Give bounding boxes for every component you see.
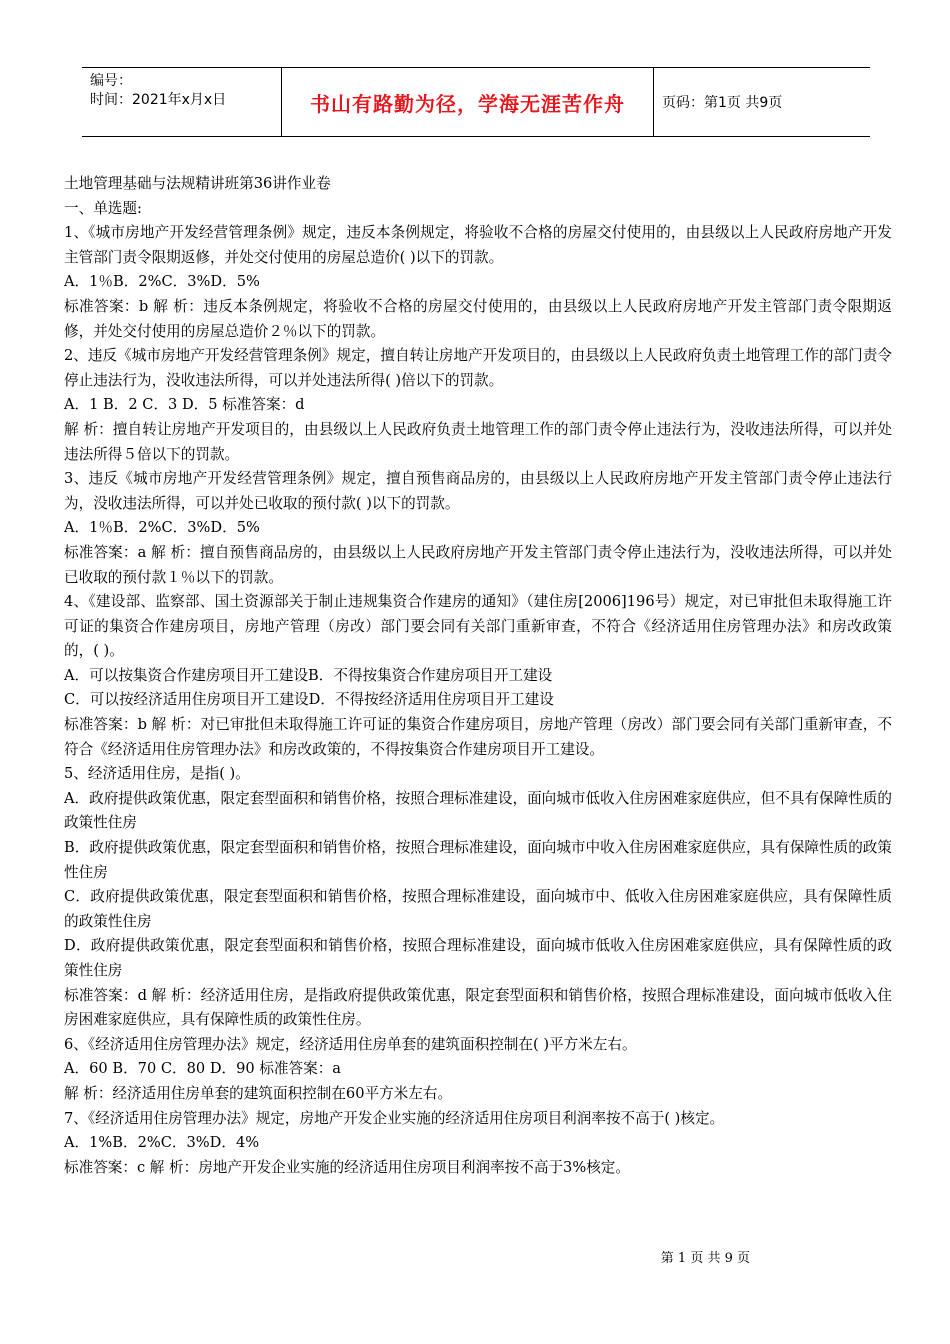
question-2-options: A．1 B．2 C．3 D．5 标准答案：d	[64, 396, 305, 414]
question-6-analysis: 解 析：经济适用住房单套的建筑面积控制在60平方米左右。	[64, 1084, 453, 1102]
question-1-options: A．1％B．2%C．3%D．5%	[64, 273, 260, 291]
question-2-analysis: 解 析：擅自转让房地产开发项目的，由县级以上人民政府负责土地管理工作的部门责令停止违法行为，没收违法所得，可以并处违法所得５倍以下的罚款。	[64, 420, 892, 463]
header-page-cell	[654, 68, 870, 136]
question-5: 5、经济适用住房，是指( )。	[64, 765, 250, 783]
header-table	[82, 67, 870, 137]
question-4-options-ab: A．可以按集资合作建房项目开工建设B．不得按集资合作建房项目开工建设	[64, 666, 553, 684]
question-1-answer: 标准答案：b 解 析：违反本条例规定，将验收不合格的房屋交付使用的，由县级以上人民政府房地产开发主管部门责令限期返修，并处交付使用的房屋总造价２％以下的罚款。	[64, 297, 892, 340]
question-7: 7、《经济适用住房管理办法》规定，房地产开发企业实施的经济适用住房项目利润率按不高于( )核定。	[64, 1109, 725, 1127]
question-5-option-c: C．政府提供政策优惠，限定套型面积和销售价格，按照合理标准建设，面向城市中、低收入住房困难家庭供应，具有保障性质的政策性住房	[64, 888, 892, 930]
footer-page-number: 第 1 页 共 9 页	[660, 1251, 750, 1266]
header-motto-cell	[282, 68, 654, 136]
document-number-label: 编号：	[90, 73, 132, 89]
question-1: 1、《城市房地产开发经营管理条例》规定，违反本条例规定，将验收不合格的房屋交付使用的，由县级以上人民政府房地产开发主管部门责令限期返修，并处交付使用的房屋总造价( )以下的罚款。	[64, 224, 892, 266]
question-3: 3、违反《城市房地产开发经营管理条例》规定，擅自预售商品房的，由县级以上人民政府房地产开发主管部门责令停止违法行为，没收违法所得，可以并处已收取的预付款( )以下的罚款。	[64, 470, 892, 512]
question-3-answer: 标准答案：a 解 析：擅自预售商品房的，由县级以上人民政府房地产开发主管部门责令停止违法行为，没收违法所得，可以并处已收取的预付款１％以下的罚款。	[64, 543, 892, 586]
question-7-answer: 标准答案：c 解 析：房地产开发企业实施的经济适用住房项目利润率按不高于3%核定。	[64, 1158, 630, 1176]
section-heading: 一、单选题:	[64, 199, 142, 217]
question-6-options: A．60 B．70 C．80 D．90 标准答案：a	[64, 1060, 342, 1078]
page-footer	[0, 1247, 950, 1266]
question-5-answer: 标准答案：d 解 析：经济适用住房，是指政府提供政策优惠，限定套型面积和销售价格，按照合理标准建设，面向城市低收入住房困难家庭供应，具有保障性质的政策性住房。	[64, 986, 892, 1029]
question-2: 2、违反《城市房地产开发经营管理条例》规定，擅自转让房地产开发项目的，由县级以上人民政府负责土地管理工作的部门责令停止违法行为，没收违法所得，可以并处违法所得( )倍以下的罚款。	[64, 347, 892, 389]
document-time-label: 时间：2021年x月x日	[90, 92, 227, 108]
question-3-options: A．1％B．2%C．3%D．5%	[64, 519, 260, 537]
question-5-option-b: B．政府提供政策优惠，限定套型面积和销售价格，按照合理标准建设，面向城市中收入住房困难家庭供应，具有保障性质的政策性住房	[64, 839, 892, 881]
question-4-answer: 标准答案：b 解 析：对已审批但未取得施工许可证的集资合作建房项目，房地产管理（房改）部门要会同有关部门重新审查，不符合《经济适用住房管理办法》和房改政策的，不得按集资合作建房项目开工建设。	[64, 716, 892, 758]
motto-text: 书山有路勤为径，学海无涯苦作舟	[310, 91, 625, 116]
document-body	[64, 172, 892, 1180]
question-5-option-d: D．政府提供政策优惠，限定套型面积和销售价格，按照合理标准建设，面向城市低收入住房困难家庭供应，具有保障性质的政策性住房	[64, 937, 892, 979]
document-title: 土地管理基础与法规精讲班第36讲作业卷	[64, 175, 331, 192]
question-4: 4、《建设部、监察部、国土资源部关于制止违规集资合作建房的通知》（建住房[2006]196号）规定，对已审批但未取得施工许可证的集资合作建房项目，房地产管理（房改）部门要会同有关部门重新审查，不符合《经济适用住房管理办法》和房改政策的，( )。	[64, 593, 892, 660]
question-7-options: A．1%B．2%C．3%D．4%	[64, 1134, 260, 1152]
question-5-option-a: A．政府提供政策优惠，限定套型面积和销售价格，按照合理标准建设，面向城市低收入住房困难家庭供应，但不具有保障性质的政策性住房	[64, 789, 892, 832]
page-count-label: 页码：第1页 共9页	[662, 95, 783, 111]
question-6: 6、《经济适用住房管理办法》规定，经济适用住房单套的建筑面积控制在( )平方米左右。	[64, 1035, 637, 1053]
question-4-options-cd: C．可以按经济适用住房项目开工建设D．不得按经济适用住房项目开工建设	[64, 691, 554, 709]
header-meta-cell	[82, 68, 282, 136]
